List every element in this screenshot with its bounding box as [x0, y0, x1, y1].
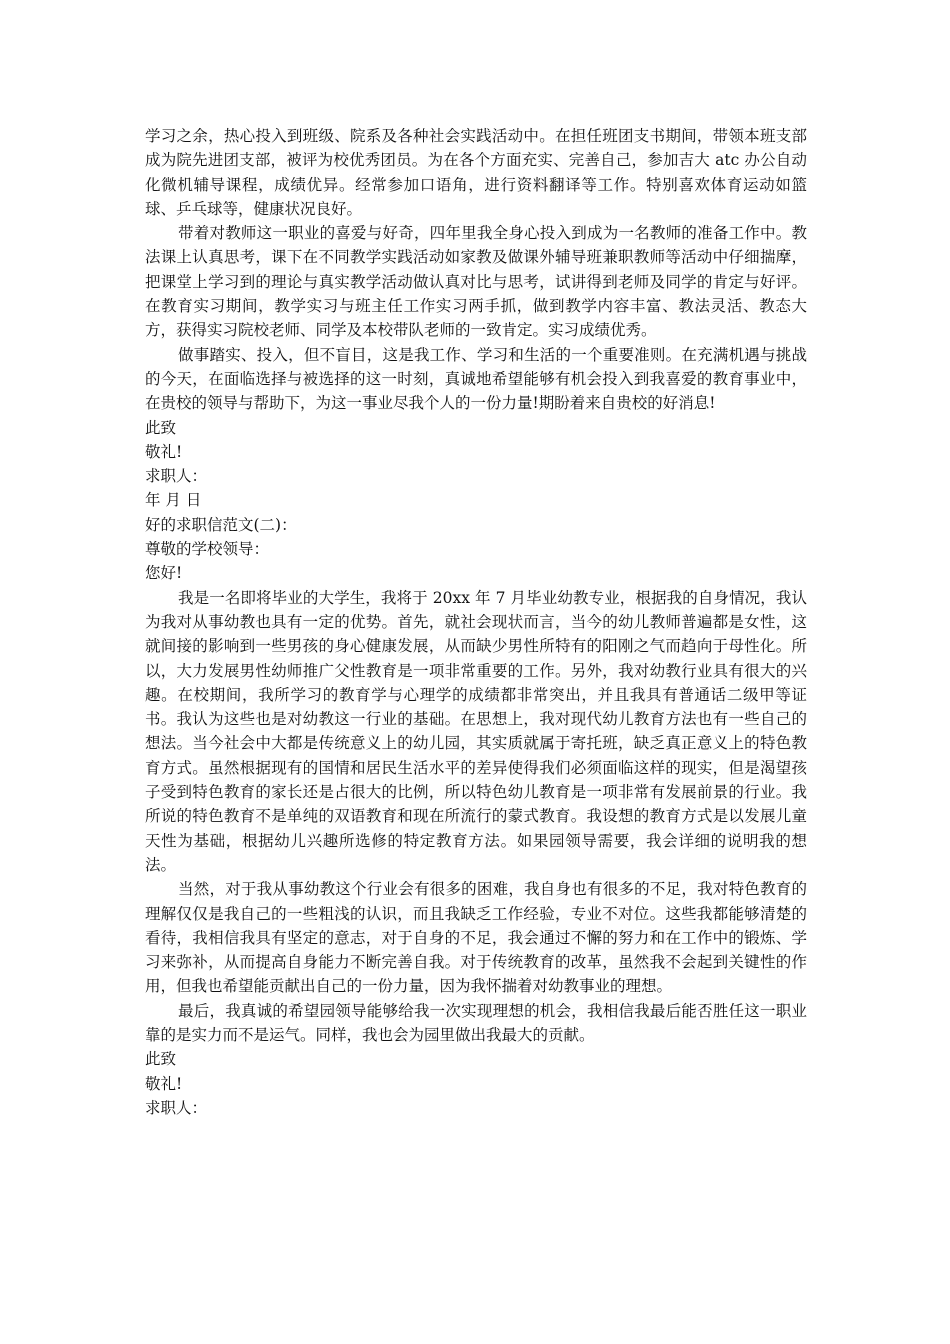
letter2-paragraph-final: 最后，我真诚的希望园领导能够给我一次实现理想的机会，我相信我最后能否胜任这一职业靠的是实力而不是运气。同样，我也会为园里做出我最大的贡献。 [145, 1001, 807, 1044]
letter1-paragraph-activities: 学习之余，热心投入到班级、院系及各种社会实践活动中。在担任班团支书期间，带领本班支部成为院先进团支部，被评为校优秀团员。为在各个方面充实、完善自己，参加吉大 atc 办公自动化微机辅导课程，成绩优异。经常参加口语角，进行资料翻译等工作。特别喜欢体育运动如篮球、乒乓球等，健康状况良好。 [145, 127, 807, 218]
letter1-closing-salute: 敬礼! [145, 442, 183, 461]
letter2-paragraph-difficulties: 当然，对于我从事幼教这个行业会有很多的困难，我自身也有很多的不足，我对特色教育的理解仅仅是我自己的一些粗浅的认识，而且我缺乏工作经验，专业不对位。这些我都能够清楚的看待，我相信我具有坚定的意志，对于自身的不足，我会通过不懈的努力和在工作中的锻炼、学习来弥补，从而提高自身能力不断完善自我。对于传统教育的改革，虽然我不会起到关键性的作用，但我也希望能贡献出自己的一份力量，因为我怀揣着对幼教事业的理想。 [145, 880, 807, 996]
document-page [145, 124, 807, 1120]
letter1-closing-respectfully: 此致 [145, 418, 177, 437]
letter2-greeting: 您好! [145, 564, 183, 583]
letter1-paragraph-teaching: 带着对教师这一职业的喜爱与好奇，四年里我全身心投入到成为一名教师的准备工作中。教法课上认真思考，课下在不同教学实践活动如家教及做课外辅导班兼职教师等活动中仔细揣摩，把课堂上学习到的理论与真实教学活动做认真对比与思考，试讲得到老师及同学的肯定与好评。在教育实习期间，教学实习与班主任工作实习两手抓，做到教学内容丰富、教法灵活、教态大方，获得实习院校老师、同学及本校带队老师的一致肯定。实习成绩优秀。 [145, 224, 807, 340]
letter2-paragraph-intro: 我是一名即将毕业的大学生，我将于 20xx 年 7 月毕业幼教专业，根据我的自身情况，我认为我对从事幼教也具有一定的优势。首先，就社会现状而言，当今的幼儿教师普遍都是女性，这就间接的影响到一些男孩的身心健康发展，从而缺少男性所特有的阳刚之气而趋向于母性化。所以，大力发展男性幼师推广父性教育是一项非常重要的工作。另外，我对幼教行业具有很大的兴趣。在校期间，我所学习的教育学与心理学的成绩都非常突出，并且我具有普通话二级甲等证书。我认为这些也是对幼教这一行业的基础。在思想上，我对现代幼儿教育方法也有一些自己的想法。当今社会中大都是传统意义上的幼儿园，其实质就属于寄托班，缺乏真正意义上的特色教育方式。虽然根据现有的国情和居民生活水平的差异使得我们必须面临这样的现实，但是渴望孩子受到特色教育的家长还是占很大的比例，所以特色幼儿教育是一项非常有发展前景的行业。我所说的特色教育不是单纯的双语教育和现在所流行的蒙式教育。我设想的教育方式是以发展儿童天性为基础，根据幼儿兴趣所选修的特定教育方法。如果园领导需要，我会详细的说明我的想法。 [145, 588, 807, 874]
letter2-closing-salute: 敬礼! [145, 1074, 183, 1093]
letter2-signature: 求职人： [145, 1098, 208, 1117]
letter2-closing-respectfully: 此致 [145, 1050, 177, 1069]
letter1-paragraph-principle: 做事踏实、投入，但不盲目，这是我工作、学习和生活的一个重要准则。在充满机遇与挑战的今天，在面临选择与被选择的这一时刻，真诚地希望能够有机会投入到我喜爱的教育事业中，在贵校的领导与帮助下，为这一事业尽我个人的一份力量!期盼着来自贵校的好消息! [145, 345, 807, 413]
letter2-salutation: 尊敬的学校领导： [145, 540, 270, 559]
letter1-signature: 求职人： [145, 467, 208, 486]
letter1-date: 年 月 日 [145, 491, 202, 510]
letter2-heading: 好的求职信范文(二)： [145, 515, 297, 534]
